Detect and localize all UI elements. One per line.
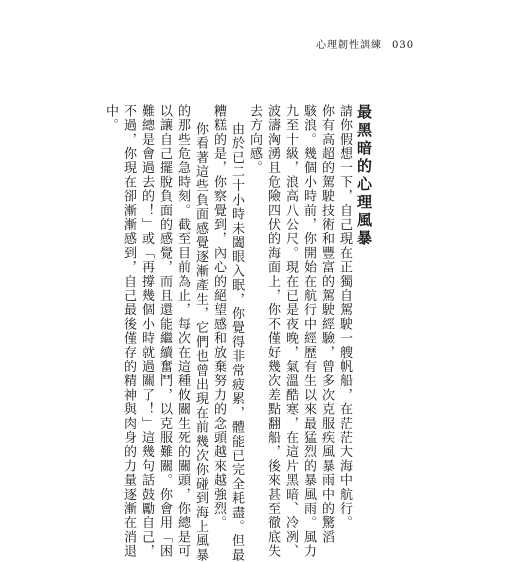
body-column-8: 糟糕的是，你察覺到，內心的絕望感和放棄努力的念頭越來越強烈。 bbox=[211, 104, 226, 530]
page-number: 030 bbox=[392, 40, 415, 51]
section-title: 最黑暗的心理風暴 bbox=[355, 104, 373, 248]
body-column-3: 駭浪。幾個小時前，你開始在航行中經歷有生以來最猛烈的暴風雨。風力 bbox=[301, 104, 316, 559]
body-column-12: 難總是會過去的！」或「再撐幾個小時就過關了！」這幾句話鼓勵自己， bbox=[139, 104, 154, 559]
body-column-2: 你有高超的駕駛技術和豐富的駕駛經驗，曾多次克服疾風暴雨中的驚滔 bbox=[319, 104, 334, 545]
body-column-6: 去方向感。 bbox=[247, 104, 262, 175]
body-column-9: 你看著這些負面感覺逐漸產生，它們也曾出現在前幾次你碰到海上風暴 bbox=[193, 122, 208, 562]
body-column-13: 不過，你現在卻漸漸感到，自己最後僅存的精神與肉身的力量逐漸在消退 bbox=[121, 104, 136, 559]
body-column-11: 以讓自己擺脫負面的感覺，而且還能繼續奮鬥，以克服難關。你會用「困 bbox=[157, 104, 172, 559]
chapter-title: 心理韌性訓練 bbox=[316, 40, 382, 51]
body-column-10: 的那些危急時刻。截至目前為止，每次在這種攸關生死的關頭，你總是可 bbox=[175, 104, 190, 559]
body-column-7: 由於已二十小時未闔眼入眠，你覺得非常疲累，體能已完全耗盡。但最 bbox=[229, 122, 244, 562]
body-column-1: 請你假想一下，自己現在正獨自駕駛一艘帆船，在茫茫大海中航行。 bbox=[337, 104, 352, 530]
body-column-14: 中。 bbox=[103, 104, 118, 133]
running-header bbox=[316, 36, 414, 51]
body-column-4: 九至十級，浪高八公尺。現在已是夜晚，氣溫酷寒，在這片黑暗、冷冽、 bbox=[283, 104, 298, 559]
body-column-5: 波濤洶湧且危險四伏的海面上，你不僅好幾次差點翻船，後來甚至徹底失 bbox=[265, 104, 280, 559]
